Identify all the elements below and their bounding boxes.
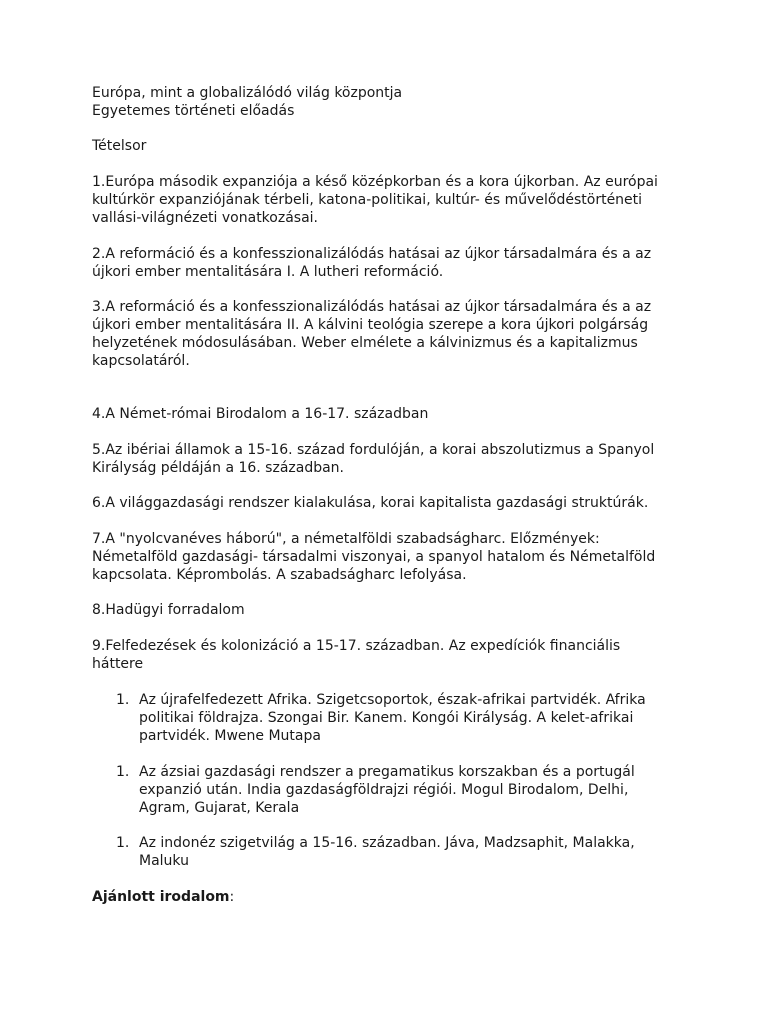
paragraph-line: 2.A reformáció és a konfesszionalizálódás hatásai az újkor társadalmára és a az xyxy=(92,246,652,262)
sublist-line: expanzió után. India gazdaságföldrajzi régiói. Mogul Birodalom, Delhi, xyxy=(139,782,629,798)
sublist-line: Agram, Gujarat, Kerala xyxy=(139,800,300,816)
recommended-literature-colon: : xyxy=(229,889,235,905)
paragraph-line: 7.A "nyolcvanéves háború", a németalföldi szabadságharc. Előzmények: xyxy=(92,531,600,547)
paragraph-line: 6.A világgazdasági rendszer kialakulása, korai kapitalista gazdasági struktúrák. xyxy=(92,495,649,511)
sublist-line: politikai földrajza. Szongai Bir. Kanem. Kongói Királyság. A kelet-afrikai xyxy=(139,710,634,726)
paragraph-line: Németalföld gazdasági- társadalmi viszonyai, a spanyol hatalom és Németalföld xyxy=(92,549,656,565)
sublist-line: Maluku xyxy=(139,853,189,869)
paragraph-line: háttere xyxy=(92,656,144,672)
sublist-number: 1. xyxy=(116,835,130,851)
paragraph-line: 9.Felfedezések és kolonizáció a 15-17. században. Az expedíciók financiális xyxy=(92,638,621,654)
paragraph-line: kapcsolata. Képrombolás. A szabadságharc lefolyása. xyxy=(92,567,467,583)
document-subtitle: Egyetemes történeti előadás xyxy=(92,103,295,119)
paragraph-line: újkori ember mentalitására II. A kálvini teológia szerepe a kora újkori polgárság xyxy=(92,317,649,333)
paragraph-line: kapcsolatáról. xyxy=(92,353,190,369)
paragraph-line: 3.A reformáció és a konfesszionalizálódás hatásai az újkor társadalmára és a az xyxy=(92,299,652,315)
recommended-literature-heading xyxy=(92,888,234,906)
sublist-number: 1. xyxy=(116,764,130,780)
sublist-number: 1. xyxy=(116,692,130,708)
sublist-line: Az ázsiai gazdasági rendszer a pregamatikus korszakban és a portugál xyxy=(139,764,635,780)
section-heading: Tételsor xyxy=(92,138,147,154)
recommended-literature-label: Ajánlott irodalom xyxy=(92,889,230,905)
paragraph-line: kultúrkör expanziójának térbeli, katona-politikai, kultúr- és művelődéstörténeti xyxy=(92,192,643,208)
sublist-line: partvidék. Mwene Mutapa xyxy=(139,728,321,744)
paragraph-line: vallási-világnézeti vonatkozásai. xyxy=(92,210,318,226)
paragraph-line: helyzetének módosulásában. Weber elmélete a kálvinizmus és a kapitalizmus xyxy=(92,335,638,351)
paragraph-line: 8.Hadügyi forradalom xyxy=(92,602,245,618)
paragraph-line: 4.A Német-római Birodalom a 16-17. században xyxy=(92,406,429,422)
paragraph-line: 5.Az ibériai államok a 15-16. század fordulóján, a korai abszolutizmus a Spanyol xyxy=(92,442,655,458)
paragraph-line: 1.Európa második expanziója a késő középkorban és a kora újkorban. Az európai xyxy=(92,174,658,190)
paragraph-line: újkori ember mentalitására I. A lutheri reformáció. xyxy=(92,264,444,280)
sublist-line: Az indonéz szigetvilág a 15-16. században. Jáva, Madzsaphit, Malakka, xyxy=(139,835,635,851)
paragraph-line: Királyság példáján a 16. században. xyxy=(92,460,345,476)
document-title: Európa, mint a globalizálódó világ központja xyxy=(92,85,403,101)
sublist-line: Az újrafelfedezett Afrika. Szigetcsoportok, észak-afrikai partvidék. Afrika xyxy=(139,692,646,708)
